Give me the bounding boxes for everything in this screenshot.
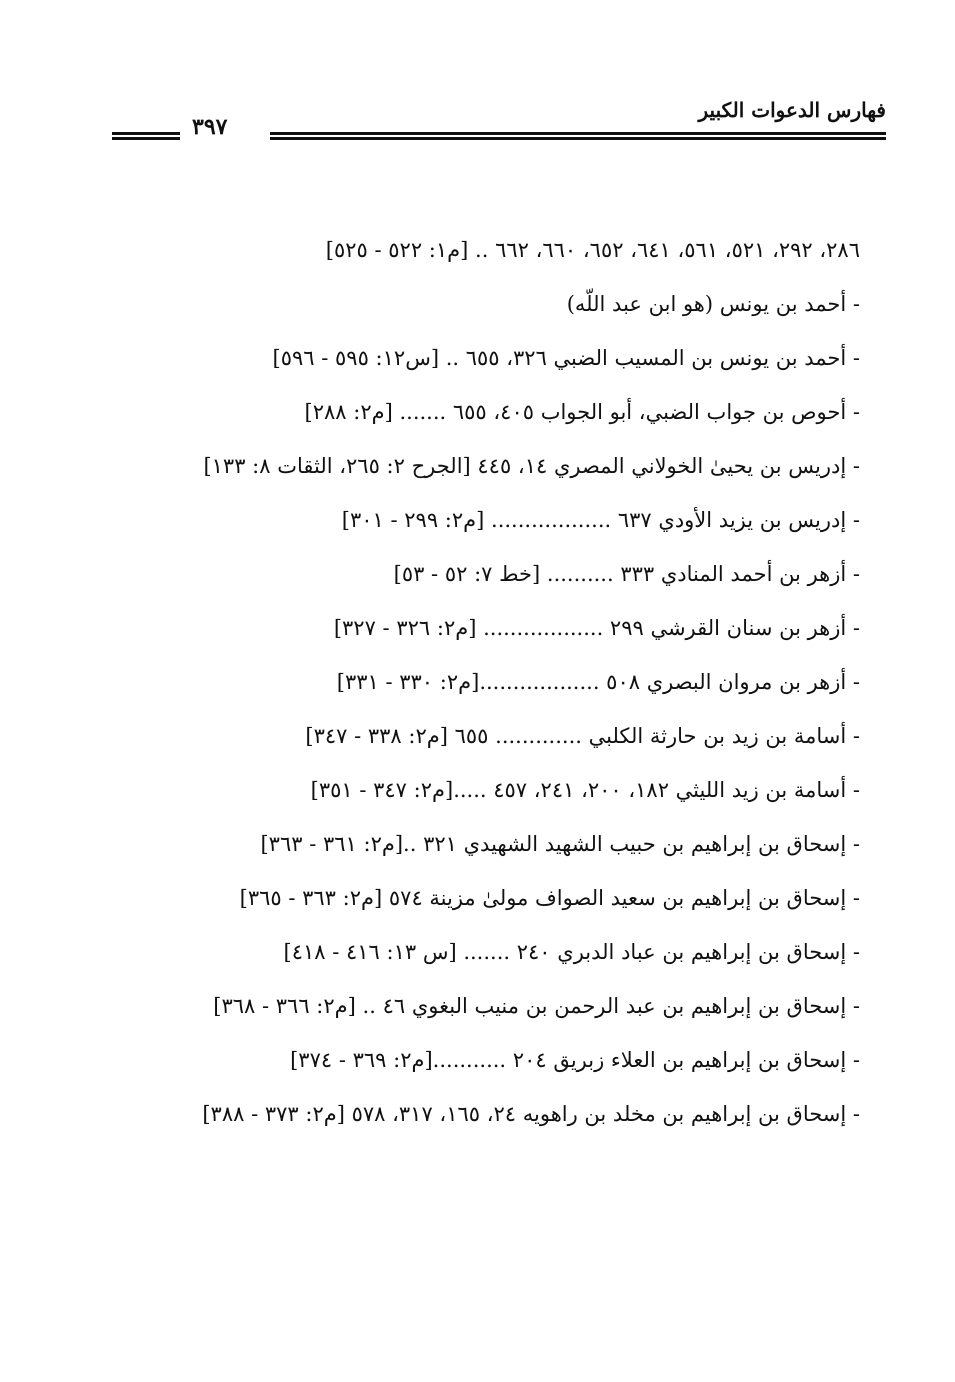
index-entry: - إدريس بن يحيىٰ الخولاني المصري ١٤، ٤٤٥ [الجرح ٢: ٢٦٥، الثقات ٨: ١٣٣] bbox=[203, 454, 860, 478]
index-entry: - إسحاق بن إبراهيم بن سعيد الصواف مولىٰ مزينة ٥٧٤ [م٢: ٣٦٣ - ٣٦٥] bbox=[239, 886, 860, 910]
index-entries bbox=[112, 230, 860, 1148]
index-entry: - إسحاق بن إبراهيم بن العلاء زبريق ٢٠٤ ...........[م٢: ٣٦٩ - ٣٧٤] bbox=[290, 1048, 860, 1072]
header-rule-right bbox=[270, 132, 886, 140]
page-header bbox=[112, 92, 886, 152]
index-entry: - أحمد بن يونس بن المسيب الضبي ٣٢٦، ٦٥٥ .. [س١٢: ٥٩٥ - ٥٩٦] bbox=[272, 346, 860, 370]
index-entry: - إدريس بن يزيد الأودي ٦٣٧ .................. [م٢: ٢٩٩ - ٣٠١] bbox=[341, 508, 860, 532]
index-entry: - أسامة بن زيد الليثي ١٨٢، ٢٠٠، ٢٤١، ٤٥٧ .....[م٢: ٣٤٧ - ٣٥١] bbox=[310, 778, 860, 802]
index-entry: - أزهر بن مروان البصري ٥٠٨ ..................[م٢: ٣٣٠ - ٣٣١] bbox=[336, 670, 860, 694]
index-entry: - أزهر بن سنان القرشي ٢٩٩ .................. [م٢: ٣٢٦ - ٣٢٧] bbox=[333, 616, 860, 640]
index-entry: - إسحاق بن إبراهيم بن عبد الرحمن بن منيب البغوي ٤٦ .. [م٢: ٣٦٦ - ٣٦٨] bbox=[213, 994, 860, 1018]
index-entry: - إسحاق بن إبراهيم بن مخلد بن راهويه ٢٤، ١٦٥، ٣١٧، ٥٧٨ [م٢: ٣٧٣ - ٣٨٨] bbox=[202, 1102, 860, 1126]
index-entry: - أسامة بن زيد بن حارثة الكلبي ............. ٦٥٥ [م٢: ٣٣٨ - ٣٤٧] bbox=[305, 724, 860, 748]
index-entry: - إسحاق بن إبراهيم بن حبيب الشهيد الشهيدي ٣٢١ ..[م٢: ٣٦١ - ٣٦٣] bbox=[260, 832, 860, 856]
header-rule-left bbox=[112, 132, 180, 140]
index-entry: - إسحاق بن إبراهيم بن عباد الدبري ٢٤٠ ....... [س ١٣: ٤١٦ - ٤١٨] bbox=[283, 940, 860, 964]
page-number: ٣٩٧ bbox=[192, 114, 228, 140]
index-entry: - أزهر بن أحمد المنادي ٣٣٣ .......... [خط ٧: ٥٢ - ٥٣] bbox=[393, 562, 860, 586]
index-entry: - أحوص بن جواب الضبي، أبو الجواب ٤٠٥، ٦٥٥ ....... [م٢: ٢٨٨] bbox=[304, 400, 860, 424]
index-entry: - أحمد بن يونس (هو ابن عبد اللّه) bbox=[566, 292, 860, 316]
index-entry: ٢٨٦، ٢٩٢، ٥٢١، ٥٦١، ٦٤١، ٦٥٢، ٦٦٠، ٦٦٢ .. [م١: ٥٢٢ - ٥٢٥] bbox=[325, 238, 860, 262]
running-title: فهارس الدعوات الكبير bbox=[698, 98, 886, 122]
